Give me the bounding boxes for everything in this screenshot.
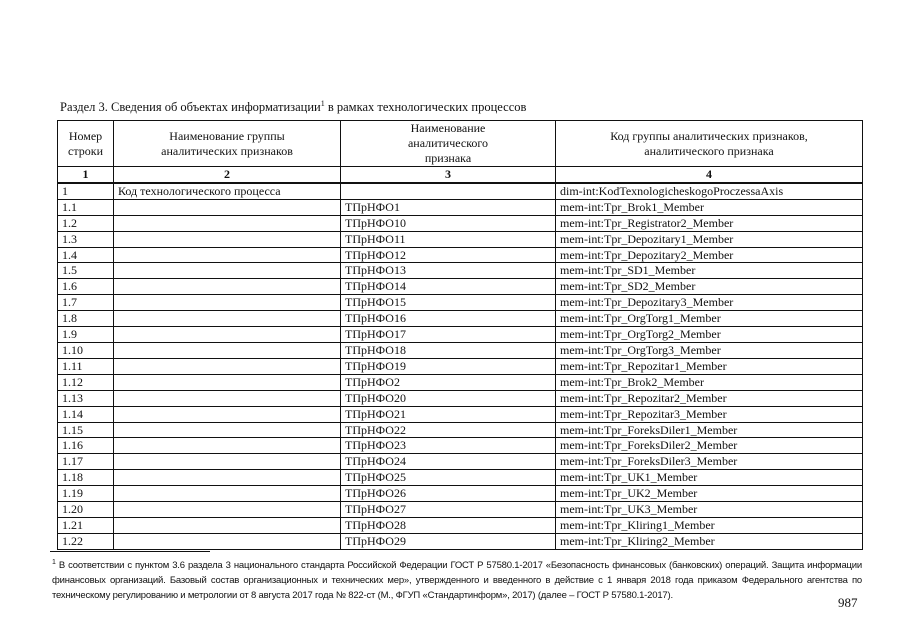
cell-code: mem-int:Tpr_OrgTorg1_Member xyxy=(556,311,863,327)
cell-group-name xyxy=(114,517,341,533)
table-row xyxy=(58,183,863,199)
col-number: 3 xyxy=(341,167,556,183)
cell-code: mem-int:Tpr_Registrator2_Member xyxy=(556,215,863,231)
cell-group-name xyxy=(114,470,341,486)
cell-group-name xyxy=(114,438,341,454)
cell-row-number: 1.13 xyxy=(58,390,114,406)
cell-feature-name: ТПрНФО10 xyxy=(341,215,556,231)
cell-feature-name: ТПрНФО25 xyxy=(341,470,556,486)
table-row xyxy=(58,454,863,470)
cell-group-name xyxy=(114,295,341,311)
cell-feature-name: ТПрНФО19 xyxy=(341,358,556,374)
table-row xyxy=(58,470,863,486)
footnote-mark: 1 xyxy=(52,559,56,566)
info-objects-table xyxy=(57,120,863,550)
footnote-text: В соответствии с пунктом 3.6 раздела 3 национального стандарта Российской Федерации ГОСТ Р 57580.1-2017 «Безопасность финансовых (банковских) операций. Защита информации финансовых организаций. Базовый состав организационных и технических мер», утвержденного и введенного в действие с 1 января 2018 года приказом Федерального агентства по техническому регулированию и метрологии от 8 августа 2017 года № 822-ст (М., ФГУП «Стандартинформ», 2017) (далее – ГОСТ Р 57580.1-2017). xyxy=(52,560,862,602)
table-row xyxy=(58,358,863,374)
footnote-divider xyxy=(50,551,210,552)
header-feature-name: Наименование аналитического признака xyxy=(341,121,556,167)
col-number: 4 xyxy=(556,167,863,183)
cell-group-name xyxy=(114,199,341,215)
cell-group-name xyxy=(114,231,341,247)
cell-code: mem-int:Tpr_Repozitar2_Member xyxy=(556,390,863,406)
table-row xyxy=(58,502,863,518)
table-row xyxy=(58,247,863,263)
cell-group-name xyxy=(114,406,341,422)
table-row xyxy=(58,295,863,311)
table-row xyxy=(58,390,863,406)
cell-group-name xyxy=(114,342,341,358)
cell-code: mem-int:Tpr_SD1_Member xyxy=(556,263,863,279)
header-code: Код группы аналитических признаков, аналитического признака xyxy=(556,121,863,167)
table-row xyxy=(58,231,863,247)
cell-feature-name: ТПрНФО29 xyxy=(341,533,556,549)
cell-row-number: 1.16 xyxy=(58,438,114,454)
table-row xyxy=(58,263,863,279)
cell-row-number: 1.8 xyxy=(58,311,114,327)
cell-feature-name: ТПрНФО24 xyxy=(341,454,556,470)
cell-row-number: 1.5 xyxy=(58,263,114,279)
cell-code: mem-int:Tpr_ForeksDiler2_Member xyxy=(556,438,863,454)
cell-feature-name: ТПрНФО23 xyxy=(341,438,556,454)
cell-row-number: 1.14 xyxy=(58,406,114,422)
cell-group-name: Код технологического процесса xyxy=(114,183,341,199)
cell-code: mem-int:Tpr_Repozitar1_Member xyxy=(556,358,863,374)
table-row xyxy=(58,199,863,215)
cell-group-name xyxy=(114,374,341,390)
table-row xyxy=(58,374,863,390)
table-row xyxy=(58,215,863,231)
section-title xyxy=(60,99,526,115)
cell-group-name xyxy=(114,422,341,438)
cell-group-name xyxy=(114,533,341,549)
cell-row-number: 1.11 xyxy=(58,358,114,374)
cell-row-number: 1 xyxy=(58,183,114,199)
cell-feature-name: ТПрНФО26 xyxy=(341,486,556,502)
cell-row-number: 1.18 xyxy=(58,470,114,486)
cell-feature-name: ТПрНФО27 xyxy=(341,502,556,518)
cell-feature-name: ТПрНФО14 xyxy=(341,279,556,295)
cell-code: mem-int:Tpr_UK2_Member xyxy=(556,486,863,502)
cell-group-name xyxy=(114,279,341,295)
table-row xyxy=(58,342,863,358)
cell-code: mem-int:Tpr_UK3_Member xyxy=(556,502,863,518)
cell-group-name xyxy=(114,486,341,502)
cell-row-number: 1.9 xyxy=(58,327,114,343)
cell-code: mem-int:Tpr_Brok2_Member xyxy=(556,374,863,390)
col-number: 2 xyxy=(114,167,341,183)
table-row xyxy=(58,517,863,533)
cell-code: mem-int:Tpr_Depozitary1_Member xyxy=(556,231,863,247)
cell-feature-name: ТПрНФО20 xyxy=(341,390,556,406)
cell-row-number: 1.10 xyxy=(58,342,114,358)
cell-code: mem-int:Tpr_ForeksDiler1_Member xyxy=(556,422,863,438)
cell-row-number: 1.7 xyxy=(58,295,114,311)
footnote-ref: 1 xyxy=(320,99,325,108)
cell-row-number: 1.15 xyxy=(58,422,114,438)
cell-feature-name: ТПрНФО21 xyxy=(341,406,556,422)
cell-feature-name: ТПрНФО18 xyxy=(341,342,556,358)
table-row xyxy=(58,438,863,454)
cell-group-name xyxy=(114,390,341,406)
cell-row-number: 1.2 xyxy=(58,215,114,231)
cell-code: mem-int:Tpr_ForeksDiler3_Member xyxy=(556,454,863,470)
cell-feature-name: ТПрНФО2 xyxy=(341,374,556,390)
cell-feature-name xyxy=(341,183,556,199)
col-number: 1 xyxy=(58,167,114,183)
header-row-number: Номер строки xyxy=(58,121,114,167)
table-row xyxy=(58,327,863,343)
table-row xyxy=(58,279,863,295)
cell-row-number: 1.1 xyxy=(58,199,114,215)
cell-row-number: 1.3 xyxy=(58,231,114,247)
footnote xyxy=(52,555,862,603)
cell-group-name xyxy=(114,263,341,279)
cell-row-number: 1.21 xyxy=(58,517,114,533)
table-row xyxy=(58,422,863,438)
cell-code: dim-int:KodTexnologicheskogoProczessaAxis xyxy=(556,183,863,199)
cell-code: mem-int:Tpr_Repozitar3_Member xyxy=(556,406,863,422)
cell-feature-name: ТПрНФО15 xyxy=(341,295,556,311)
cell-feature-name: ТПрНФО22 xyxy=(341,422,556,438)
cell-code: mem-int:Tpr_Kliring2_Member xyxy=(556,533,863,549)
cell-group-name xyxy=(114,454,341,470)
cell-code: mem-int:Tpr_Depozitary3_Member xyxy=(556,295,863,311)
cell-feature-name: ТПрНФО28 xyxy=(341,517,556,533)
cell-row-number: 1.22 xyxy=(58,533,114,549)
page-number: 987 xyxy=(838,595,858,610)
cell-feature-name: ТПрНФО12 xyxy=(341,247,556,263)
cell-row-number: 1.12 xyxy=(58,374,114,390)
cell-group-name xyxy=(114,247,341,263)
cell-feature-name: ТПрНФО13 xyxy=(341,263,556,279)
cell-row-number: 1.20 xyxy=(58,502,114,518)
cell-row-number: 1.4 xyxy=(58,247,114,263)
cell-code: mem-int:Tpr_Brok1_Member xyxy=(556,199,863,215)
cell-code: mem-int:Tpr_OrgTorg3_Member xyxy=(556,342,863,358)
cell-feature-name: ТПрНФО16 xyxy=(341,311,556,327)
cell-code: mem-int:Tpr_SD2_Member xyxy=(556,279,863,295)
cell-code: mem-int:Tpr_UK1_Member xyxy=(556,470,863,486)
cell-feature-name: ТПрНФО1 xyxy=(341,199,556,215)
section-title-text: Раздел 3. Сведения об объектах информатизации xyxy=(60,100,321,115)
cell-group-name xyxy=(114,358,341,374)
cell-group-name xyxy=(114,311,341,327)
cell-code: mem-int:Tpr_OrgTorg2_Member xyxy=(556,327,863,343)
cell-group-name xyxy=(114,327,341,343)
table-row xyxy=(58,533,863,549)
cell-row-number: 1.6 xyxy=(58,279,114,295)
table-row xyxy=(58,406,863,422)
table-row xyxy=(58,311,863,327)
cell-row-number: 1.19 xyxy=(58,486,114,502)
section-title-rest: в рамках технологических процессов xyxy=(327,100,527,115)
cell-feature-name: ТПрНФО11 xyxy=(341,231,556,247)
cell-group-name xyxy=(114,215,341,231)
cell-code: mem-int:Tpr_Kliring1_Member xyxy=(556,517,863,533)
header-group-name: Наименование группы аналитических признаков xyxy=(114,121,341,167)
cell-code: mem-int:Tpr_Depozitary2_Member xyxy=(556,247,863,263)
cell-group-name xyxy=(114,502,341,518)
cell-feature-name: ТПрНФО17 xyxy=(341,327,556,343)
table-row xyxy=(58,486,863,502)
cell-row-number: 1.17 xyxy=(58,454,114,470)
